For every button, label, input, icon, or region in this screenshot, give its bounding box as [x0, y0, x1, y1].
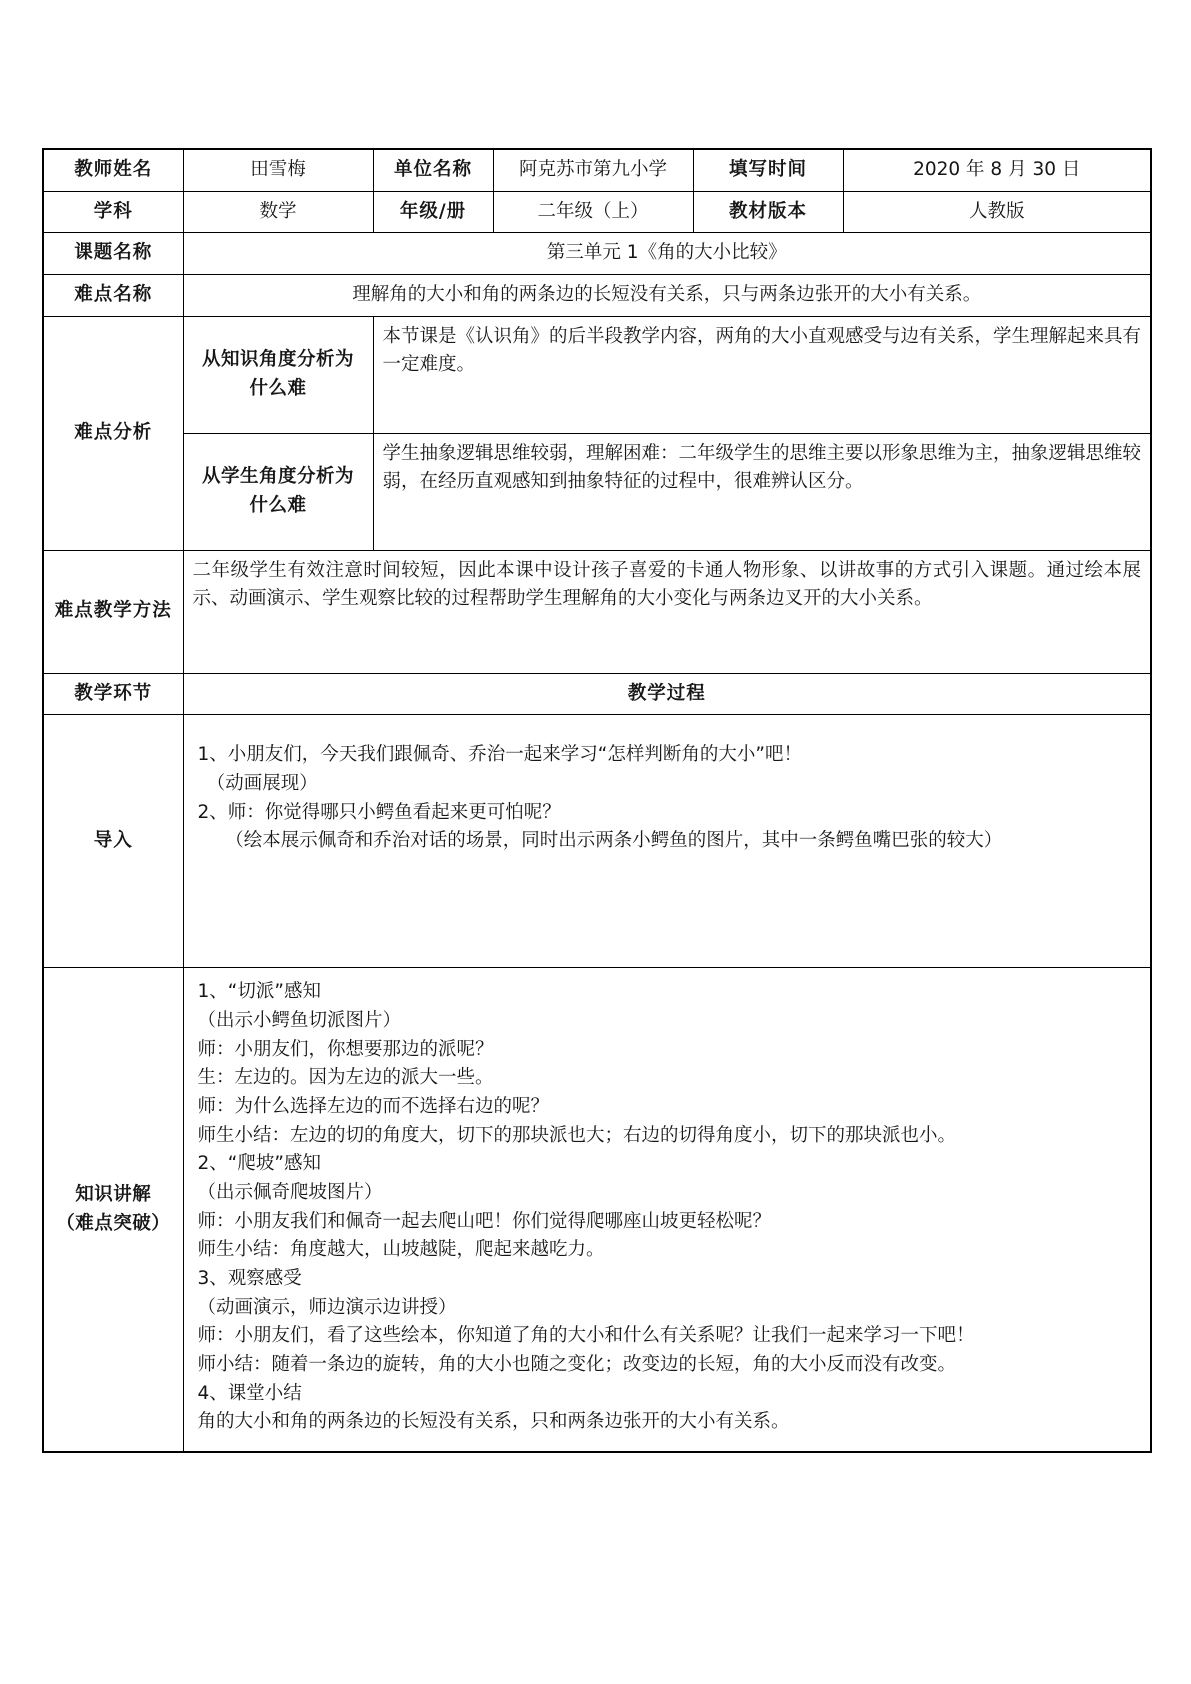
explanation-line: 师：小朋友我们和佩奇一起去爬山吧！你们觉得爬哪座山坡更轻松呢？ — [197, 1210, 772, 1232]
explanation-line: 2、“爬坡”感知 — [197, 1153, 321, 1175]
explanation-line: 师小结：随着一条边的旋转，角的大小也随之变化；改变边的长短，角的大小反而没有改变。 — [197, 1354, 957, 1376]
explanation-line: 师：为什么选择左边的而不选择右边的呢？ — [197, 1096, 550, 1118]
value-grade: 二年级（上） — [493, 191, 693, 233]
lesson-plan-sheet — [42, 148, 1150, 1453]
explanation-line: 1、“切派”感知 — [197, 981, 321, 1003]
table-row-section-header — [43, 673, 1151, 715]
value-fill-date: 2020 年 8 月 30 日 — [843, 149, 1151, 191]
value-topic-name: 第三单元 1《角的大小比较》 — [183, 233, 1151, 275]
table-row-knowledge-explanation — [43, 968, 1151, 1452]
label-grade: 年级/册 — [373, 191, 493, 233]
explanation-line: （出示佩奇爬坡图片） — [197, 1182, 383, 1204]
value-unit-name: 阿克苏市第九小学 — [493, 149, 693, 191]
intro-line: （绘本展示佩奇和乔治对话的场景，同时出示两条小鳄鱼的图片，其中一条鳄鱼嘴巴张的较大） — [197, 830, 1003, 852]
table-row-difficulty-analysis-knowledge — [43, 316, 1151, 433]
table-row-topic — [43, 233, 1151, 275]
explanation-line: （动画演示，师边演示边讲授） — [197, 1296, 457, 1318]
table-row-difficulty-name — [43, 275, 1151, 317]
label-textbook-version: 教材版本 — [693, 191, 843, 233]
label-knowledge-angle-line1: 从知识角度分析为 — [201, 349, 354, 371]
label-knowledge-explanation — [43, 968, 183, 1452]
label-difficulty-analysis: 难点分析 — [43, 316, 183, 550]
label-teaching-stage: 教学环节 — [43, 673, 183, 715]
explanation-line: 角的大小和角的两条边的长短没有关系，只和两条边张开的大小有关系。 — [197, 1411, 790, 1433]
value-teaching-method: 二年级学生有效注意时间较短，因此本课中设计孩子喜爱的卡通人物形象、以讲故事的方式引入课题。通过绘本展示、动画演示、学生观察比较的过程帮助学生理解角的大小变化与两条边叉开的大小关系。 — [183, 550, 1151, 673]
label-fill-date: 填写时间 — [693, 149, 843, 191]
intro-line: （动画展现） — [197, 773, 318, 795]
label-difficulty-name: 难点名称 — [43, 275, 183, 317]
label-introduction: 导入 — [43, 715, 183, 968]
value-subject: 数学 — [183, 191, 373, 233]
label-subject: 学科 — [43, 191, 183, 233]
label-teacher-name: 教师姓名 — [43, 149, 183, 191]
explanation-line: 3、观察感受 — [197, 1268, 302, 1290]
value-introduction — [183, 715, 1151, 968]
value-teacher-name: 田雪梅 — [183, 149, 373, 191]
label-topic-name: 课题名称 — [43, 233, 183, 275]
table-row-teaching-method — [43, 550, 1151, 673]
lesson-plan-table — [42, 148, 1152, 1453]
label-teaching-process: 教学过程 — [183, 673, 1151, 715]
label-student-angle-line1: 从学生角度分析为 — [201, 466, 354, 488]
label-knowledge-explanation-line2: （难点突破） — [56, 1212, 171, 1234]
explanation-line: 师：小朋友们，你想要那边的派呢？ — [197, 1038, 494, 1060]
intro-line: 2、师：你觉得哪只小鳄鱼看起来更可怕呢？ — [197, 801, 561, 823]
explanation-line: 师：小朋友们，看了这些绘本，你知道了角的大小和什么有关系呢？让我们一起来学习一下吧！ — [197, 1325, 975, 1347]
value-textbook-version: 人教版 — [843, 191, 1151, 233]
table-row-difficulty-analysis-student — [43, 433, 1151, 550]
explanation-line: 师生小结：角度越大，山坡越陡，爬起来越吃力。 — [197, 1239, 605, 1261]
value-knowledge-angle: 本节课是《认识角》的后半段教学内容，两角的大小直观感受与边有关系，学生理解起来具有一定难度。 — [373, 316, 1151, 433]
label-student-angle-line2: 什么难 — [249, 494, 307, 516]
label-student-angle — [183, 433, 373, 550]
label-knowledge-explanation-line1: 知识讲解 — [75, 1184, 152, 1206]
label-teaching-method: 难点教学方法 — [43, 550, 183, 673]
explanation-line: 4、课堂小结 — [197, 1382, 302, 1404]
explanation-line: 师生小结：左边的切的角度大，切下的那块派也大；右边的切得角度小，切下的那块派也小。 — [197, 1124, 957, 1146]
value-student-angle: 学生抽象逻辑思维较弱，理解困难：二年级学生的思维主要以形象思维为主，抽象逻辑思维较弱，在经历直观感知到抽象特征的过程中，很难辨认区分。 — [373, 433, 1151, 550]
label-unit-name: 单位名称 — [373, 149, 493, 191]
table-row-introduction — [43, 715, 1151, 968]
intro-line: 1、小朋友们，今天我们跟佩奇、乔治一起来学习“怎样判断角的大小”吧！ — [197, 744, 802, 766]
explanation-line: 生：左边的。因为左边的派大一些。 — [197, 1067, 494, 1089]
label-knowledge-angle — [183, 316, 373, 433]
label-knowledge-angle-line2: 什么难 — [249, 377, 307, 399]
value-difficulty-name: 理解角的大小和角的两条边的长短没有关系，只与两条边张开的大小有关系。 — [183, 275, 1151, 317]
value-knowledge-explanation — [183, 968, 1151, 1452]
table-row-subject — [43, 191, 1151, 233]
explanation-line: （出示小鳄鱼切派图片） — [197, 1010, 402, 1032]
table-row-teacher — [43, 149, 1151, 191]
